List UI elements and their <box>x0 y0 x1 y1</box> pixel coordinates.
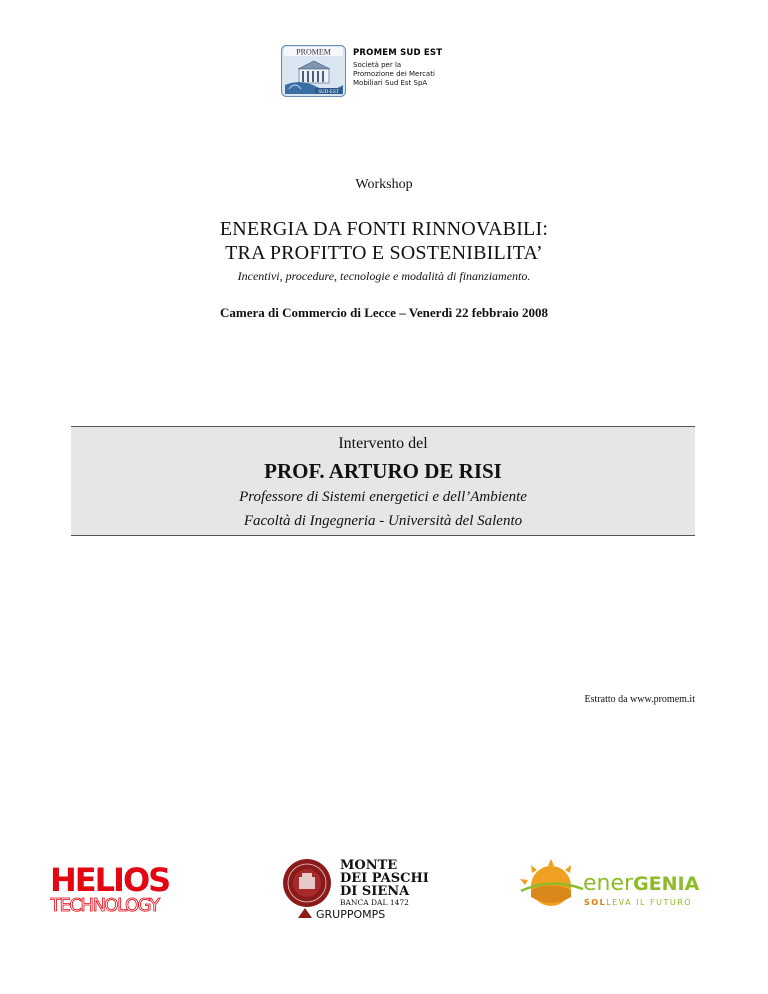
energenia-tagline-rest: LEVA IL FUTURO <box>606 898 693 907</box>
speaker-box <box>71 426 695 536</box>
energenia-tagline-bold: SOL <box>584 898 607 907</box>
source-note: Estratto da www.promem.it <box>584 694 695 705</box>
speaker-affiliation: Facoltà di Ingegneria - Università del Salento <box>243 513 523 529</box>
energenia-logo <box>517 857 712 915</box>
mps-line-5: GRUPPOMPS <box>316 908 386 920</box>
speaker-role: Professore di Sistemi energetici e dell’Ambiente <box>239 489 527 505</box>
speaker-intro: Intervento del <box>338 435 428 452</box>
promem-subtitle-line-1: Società per la <box>353 61 402 69</box>
svg-text:SOLLEVA IL FUTURO <box>584 898 692 907</box>
speaker-name: PROF. ARTURO DE RISI <box>264 459 502 483</box>
helios-logo-line-2: TECHNOLOGY <box>50 895 159 913</box>
helios-technology-logo <box>50 861 170 913</box>
mps-line-4: BANCA DAL 1472 <box>340 898 409 907</box>
promem-subtitle-line-3: Mobiliari Sud Est SpA <box>353 79 428 87</box>
energenia-sun-icon <box>520 859 583 906</box>
promem-logo <box>281 45 461 97</box>
mps-line-2: DEI PASCHI <box>340 871 429 886</box>
mps-line-1: MONTE <box>340 858 398 873</box>
promem-title: PROMEM SUD EST <box>353 48 443 58</box>
promem-text-block <box>353 48 463 88</box>
energenia-suffix: GENIA <box>633 873 700 895</box>
event-title-line-1: ENERGIA DA FONTI RINNOVABILI: <box>219 218 549 240</box>
svg-text:enerGENIA <box>583 871 700 896</box>
promem-emblem-bottom-text: SUD-EST <box>318 90 339 95</box>
mps-group-icon <box>298 908 312 918</box>
helios-logo-line-1: HELIOS <box>50 861 170 899</box>
energenia-prefix: ener <box>583 871 634 896</box>
mps-logo <box>278 855 463 920</box>
event-title <box>0 217 768 265</box>
mps-line-3: DI SIENA <box>340 884 410 899</box>
promem-subtitle-line-2: Promozione dei Mercati <box>353 70 435 78</box>
event-venue-date: Camera di Commercio di Lecce – Venerdì 22 febbraio 2008 <box>220 305 548 320</box>
promem-emblem-icon <box>281 45 346 97</box>
workshop-label: Workshop <box>355 177 413 192</box>
promem-emblem-top-text: PROMEM <box>296 47 331 57</box>
event-title-line-2: TRA PROFITTO E SOSTENIBILITA’ <box>225 242 543 264</box>
event-subtitle: Incentivi, procedure, tecnologie e modalità di finanziamento. <box>237 269 531 283</box>
